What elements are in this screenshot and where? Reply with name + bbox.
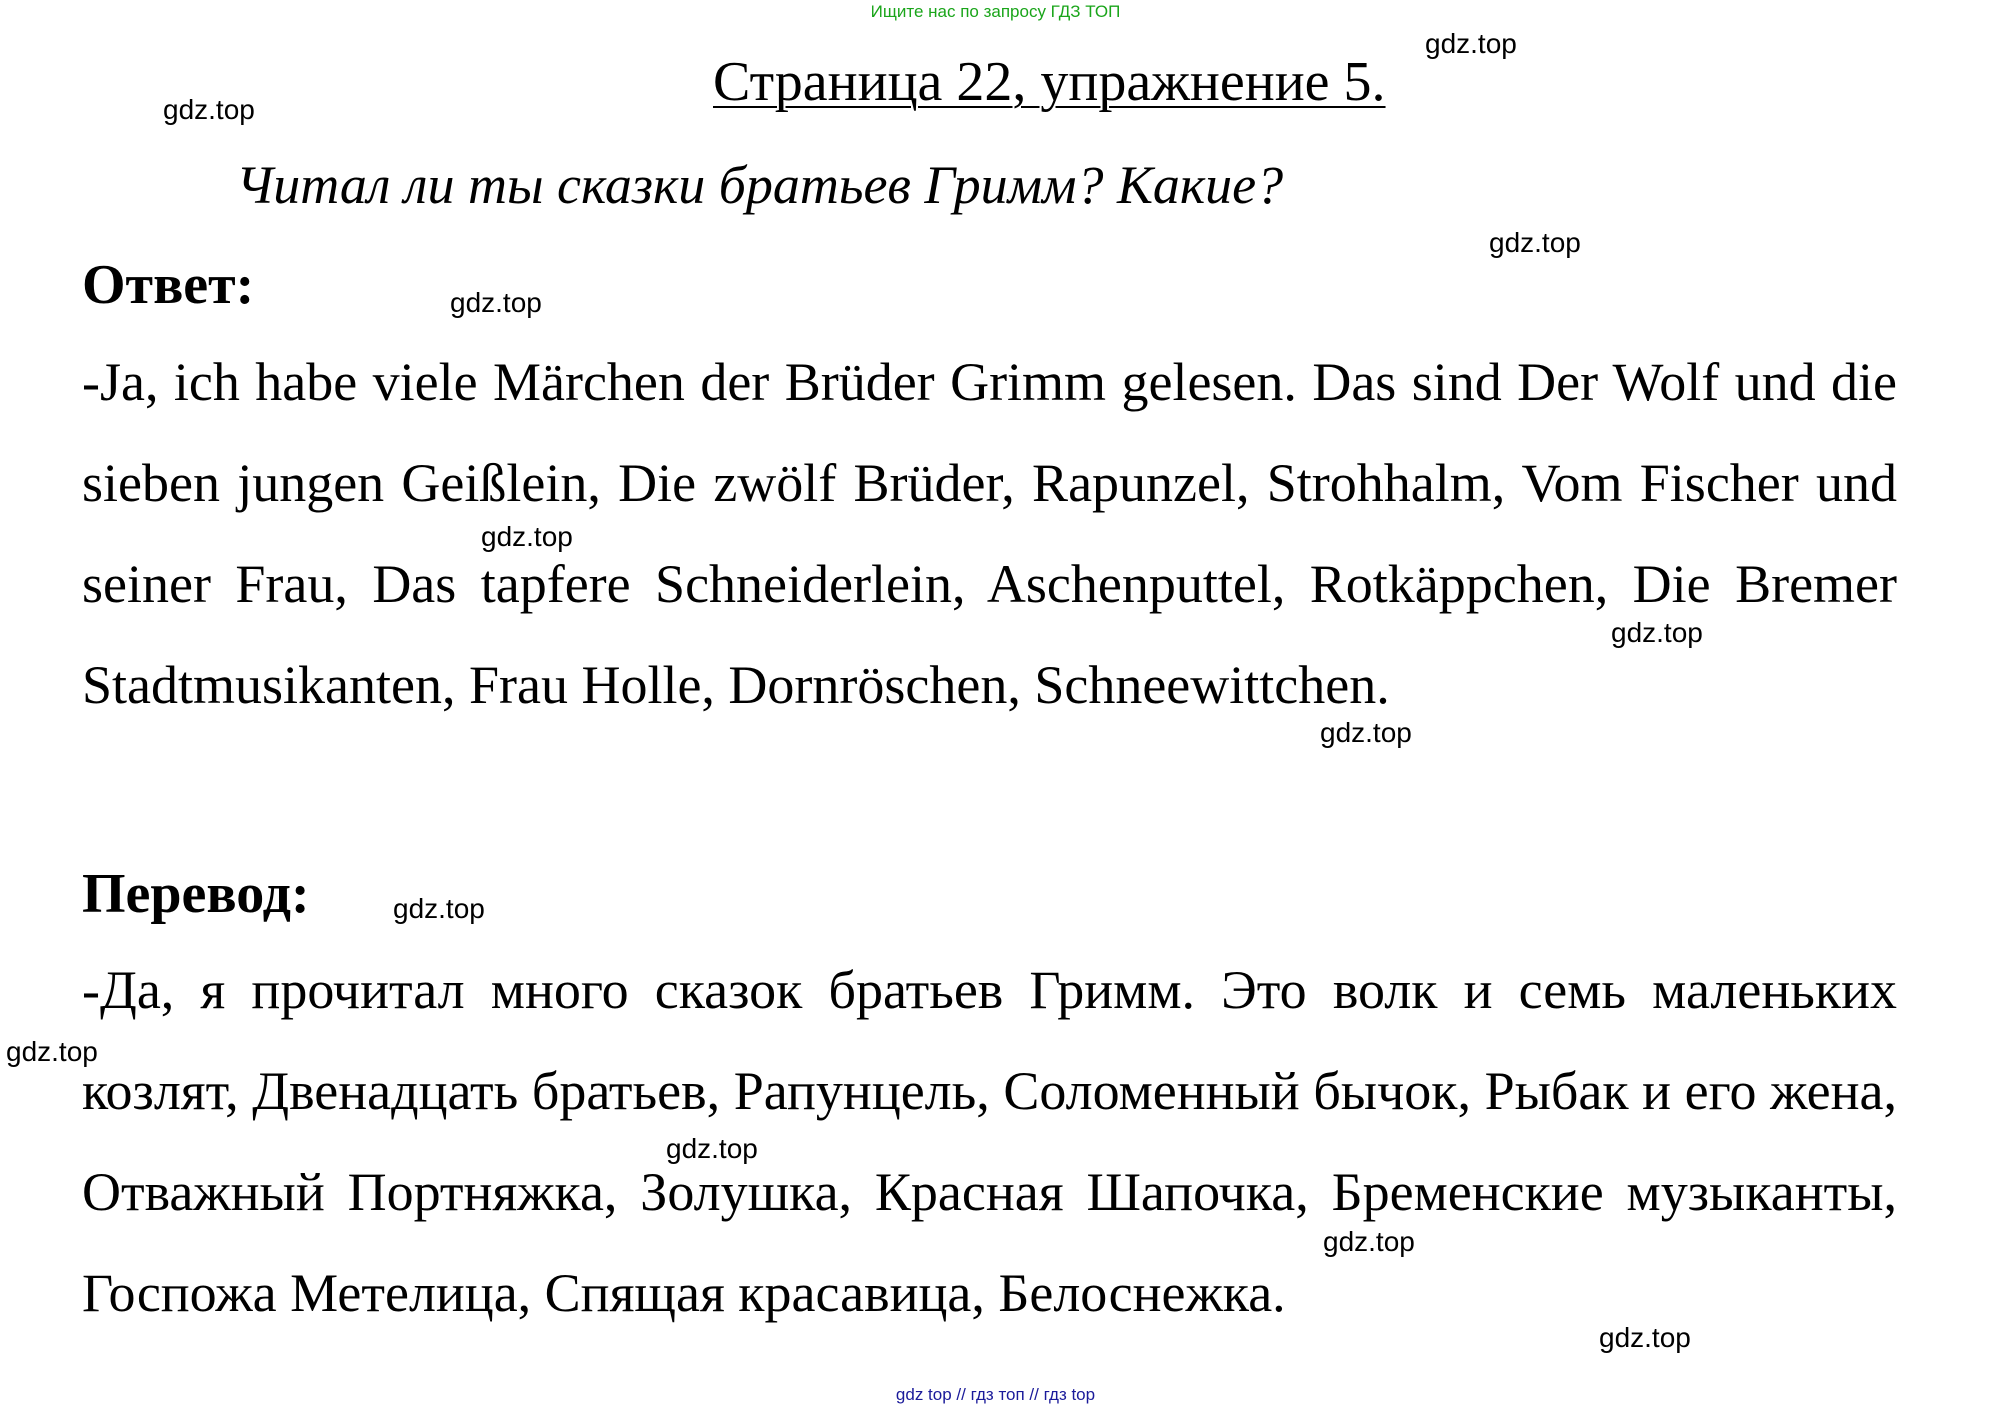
watermark: gdz.top	[1611, 617, 1703, 648]
watermark: gdz.top	[1599, 1322, 1691, 1353]
translation-text: -Да, я прочитал много сказок братьев Гримм. Это волк и семь маленьких козлят, Двенадцать братьев, Рапунцель, Соломенный бычок, Рыбак и его жена, Отважный Портняжка, Золушка, Красная Шапочка, Бременские музыканты, Госпожа Метелица, Спящая красавица, Белоснежка.	[82, 960, 1897, 1323]
watermark: gdz.top	[1320, 717, 1412, 748]
watermark: gdz.top	[1323, 1226, 1415, 1257]
footer-banner: gdz top // гдз топ // гдз top	[895, 1385, 1096, 1404]
watermark: gdz.top	[481, 521, 573, 552]
page-title: Страница 22, упражнение 5.	[713, 51, 1386, 113]
watermark: gdz.top	[1489, 227, 1581, 258]
translation-heading: Перевод:	[82, 863, 310, 925]
watermark: gdz.top	[393, 893, 485, 924]
watermark: gdz.top	[1425, 28, 1517, 59]
watermark: gdz.top	[6, 1036, 98, 1067]
exercise-question: Читал ли ты сказки братьев Гримм? Какие?	[236, 155, 1284, 215]
answer-heading: Ответ:	[82, 254, 255, 316]
answer-text: -Ja, ich habe viele Märchen der Brüder Grimm gelesen. Das sind Der Wolf und die sieben jungen Geißlein, Die zwölf Brüder, Rapunzel, Strohhalm, Vom Fischer und seiner Frau, Das tapfere Schneiderlein, Aschenputtel, Rotkäppchen, Die Bremer Stadtmusikanten, Frau Holle, Dornröschen, Schneewittchen.	[82, 352, 1897, 715]
watermark: gdz.top	[450, 287, 542, 318]
watermark: gdz.top	[666, 1133, 758, 1164]
watermark: gdz.top	[163, 94, 255, 125]
top-banner: Ищите нас по запросу ГДЗ ТОП	[870, 2, 1121, 21]
